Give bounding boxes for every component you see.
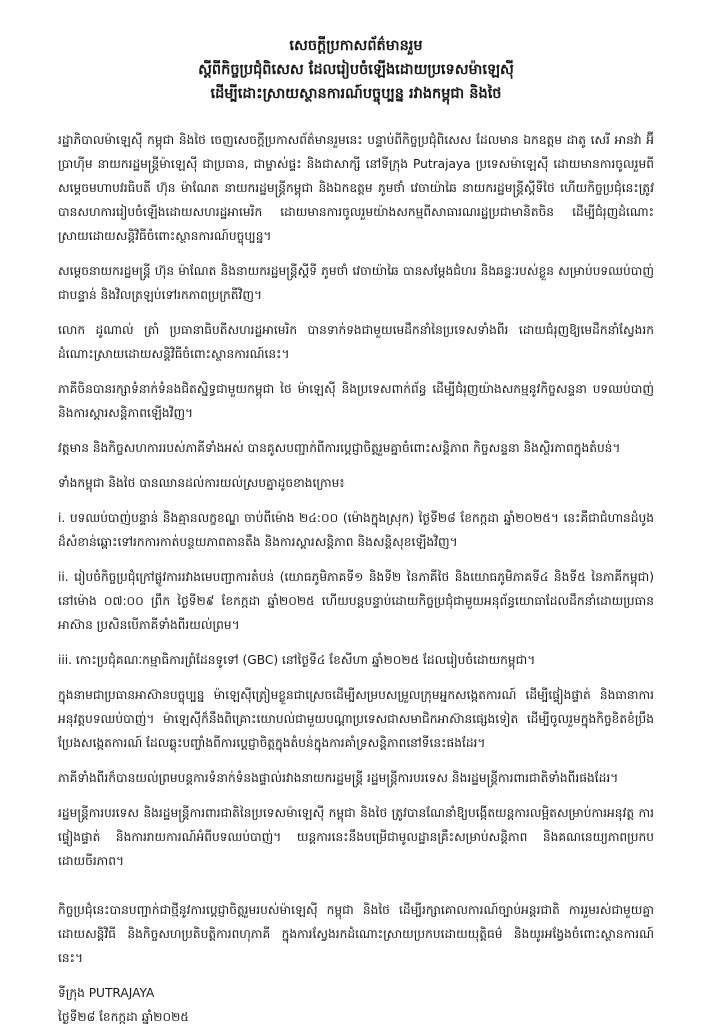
- paragraph-conclusion: កិច្ចប្រជុំនេះបានបញ្ជាក់ជាថ្មីនូវការប្តេជ្ញាចិត្តរួមរបស់ម៉ាឡេស៊ី កម្ពុជា និងថៃ ដើម្បីរក្សាគោលការណ៍ច្បាប់អន្តរជាតិ ការរួមរស់ជាមួយគ្នាដោយសន្តិវិធី និងកិច្ចសហប្រតិបត្តិការពហុភាគី ក្នុងការស្វែងរកដំណោះស្រាយប្រកបដោយយុត្តិធម៌ និងយូរអង្វែងចំពោះស្ថានការណ៍នេះ។: [58, 903, 654, 965]
- signature-place: ទីក្រុង PUTRAJAYA: [58, 986, 155, 1000]
- document-title: [58, 34, 654, 106]
- signature-date: ថ្ងៃទី២៨ ខែកក្កដា ឆ្នាំ២០២៥: [58, 1010, 189, 1024]
- list-item-ceasefire: i. បទឈប់បាញ់បន្ទាន់ និងគ្មានលក្ខខណ្ឌ ចាប់ពីម៉ោង ២៤:០០ (ម៉ោងក្នុងស្រុក) ថ្ងៃទី២៨ ខែកក្កដា ឆ្នាំ២០២៥។ នេះគឺជាជំហានដំបូងដ៏សំខាន់ឆ្ពោះទៅរកការកាត់បន្ថយភាពតានតឹង និងការស្តារសន្តិភាព និងសន្តិសុខឡើងវិញ។: [58, 511, 654, 549]
- title-line-2: ស្តីពីកិច្ចប្រជុំពិសេស ដែលរៀបចំឡើងដោយប្រទេសម៉ាឡេស៊ី: [198, 62, 514, 78]
- list-item-commanders-meeting: ii. រៀបចំកិច្ចប្រជុំក្រៅផ្លូវការរវាងមេបញ្ជាការតំបន់ (យោធភូមិភាគទី១ និងទី២ នៃភាគីថៃ និងយោធភូមិភាគទី៤ និងទី៥ នៃភាគីកម្ពុជា) នៅម៉ោង ០៧:០០ ព្រឹក ថ្ងៃទី២៩ ខែកក្កដា ឆ្នាំ២០២៥ ហើយបន្តបន្ទាប់ដោយកិច្ចប្រជុំជាមួយអនុព័ន្ធយោធាដែលដឹកនាំដោយប្រធានអាស៊ាន ប្រសិនបើភាគីទាំងពីរយល់ព្រម។: [58, 570, 654, 632]
- paragraph-direct-communication: ភាគីទាំងពីរក៏បានយល់ព្រមបន្តការទំនាក់ទំនងផ្ទាល់រវាងនាយករដ្ឋមន្ត្រី រដ្ឋមន្ត្រីការបរទេស និងរដ្ឋមន្ត្រីការពារជាតិទាំងពីរផងដែរ។: [58, 771, 619, 785]
- paragraph-asean-observers: ក្នុងនាមជាប្រធានអាស៊ានបច្ចុប្បន្ន ម៉ាឡេស៊ីត្រៀមខ្លួនជាស្រេចដើម្បីសម្របសម្រួលក្រុមអ្នកសង្កេតការណ៍ ដើម្បីផ្ទៀងផ្ទាត់ និងធានាការអនុវត្តបទឈប់បាញ់។ ម៉ាឡេស៊ីក៏នឹងពិគ្រោះយោបល់ជាមួយបណ្តាប្រទេសជាសមាជិកអាស៊ានផ្សេងទៀត ដើម្បីចូលរួមក្នុងកិច្ចខិតខំប្រឹងប្រែងសង្កេតការណ៍ ដែលឆ្លុះបញ្ចាំងពីការប្តេជ្ញាចិត្តក្នុងតំបន់ក្នុងការគាំទ្រសន្តិភាពនៅទីនេះផងដែរ។: [58, 688, 654, 750]
- paragraph-leaders-stance: សម្តេចនាយករដ្ឋមន្ត្រី ហ៊ុន ម៉ាណែត និងនាយករដ្ឋមន្ត្រីស្តីទី ភូមថាំ វេចាយ៉ាឆៃ បានសម្តែងជំហរ និងឆន្ទៈរបស់ខ្លួន សម្រាប់បទឈប់បាញ់ជាបន្ទាន់ និងវិលត្រឡប់ទៅរកភាពប្រក្រតីវិញ។: [58, 264, 654, 302]
- paragraph-agreement-intro: ទាំងកម្ពុជា និងថៃ បានឈានដល់ការយល់ស្របគ្នាដូចខាងក្រោម៖: [58, 476, 345, 490]
- title-line-3: ដើម្បីដោះស្រាយស្ថានការណ៍បច្ចុប្បន្ន រវាងកម្ពុជា និងថៃ: [210, 86, 502, 102]
- paragraph-commitment: វត្តមាន និងកិច្ចសហការរបស់ភាគីទាំងអស់ បានគូសបញ្ជាក់ពីការប្តេជ្ញាចិត្តរួមគ្នាចំពោះសន្តិភាព កិច្ចសន្ទនា និងស្ថិរភាពក្នុងតំបន់។: [58, 441, 621, 455]
- paragraph-us-role: លោក ដូណាល់ ត្រាំ ប្រធានាធិបតីសហរដ្ឋអាមេរិក បានទាក់ទងជាមួយមេដឹកនាំនៃប្រទេសទាំងពីរ ដោយជំរុញឱ្យមេដឹកនាំស្វែងរកដំណោះស្រាយដោយសន្តិវិធីចំពោះស្ថានការណ៍នេះ។: [58, 323, 654, 361]
- list-item-gbc-meeting: iii. កោះប្រជុំគណៈកម្មាធិការព្រំដែនទូទៅ (GBC) នៅថ្ងៃទី៤ ខែសីហា ឆ្នាំ២០២៥ ដែលរៀបចំដោយកម្ពុជា។: [58, 653, 536, 667]
- paragraph-china-role: ភាគីចិនបានរក្សាទំនាក់ទំនងជិតស្និទ្ធជាមួយកម្ពុជា ថៃ ម៉ាឡេស៊ី និងប្រទេសពាក់ព័ន្ធ ដើម្បីជំរុញយ៉ាងសកម្មនូវកិច្ចសន្ទនា បទឈប់បាញ់ និងការស្តារសន្តិភាពឡើងវិញ។: [58, 382, 654, 420]
- title-line-1: សេចក្តីប្រកាសព័ត៌មានរួម: [289, 38, 423, 54]
- paragraph-intro: រដ្ឋាភិបាលម៉ាឡេស៊ី កម្ពុជា និងថៃ ចេញសេចក្តីប្រកាសព័ត៌មានរួមនេះ បន្ទាប់ពីកិច្ចប្រជុំពិសេស ដែលមាន ឯកឧត្តម ដាតូ សេរី អានវ៉ា អ៊ីប្រាហ៊ីម នាយករដ្ឋមន្ត្រីម៉ាឡេស៊ី ជាប្រធាន, ជាម្ចាស់ផ្ទះ និងជាសាក្សី នៅទីក្រុង Putrajaya ប្រទេសម៉ាឡេស៊ី ដោយមានការចូលរួមពី សម្តេចមហាបវរធិបតី ហ៊ុន ម៉ាណែត នាយករដ្ឋមន្ត្រីកម្ពុជា និងឯកឧត្តម ភូមថាំ វេចាយ៉ាឆៃ នាយករដ្ឋមន្ត្រីស្តីទីថៃ ហើយកិច្ចប្រជុំនេះត្រូវបានសហការរៀបចំឡើងដោយសហរដ្ឋអាមេរិក ដោយមានការចូលរួមយ៉ាងសកម្មពីសាធារណរដ្ឋប្រជាមានិតចិន ដើម្បីជំរុញដំណោះស្រាយដោយសន្តិវិធីចំពោះស្ថានការណ៍បច្ចុប្បន្ន។: [58, 133, 654, 243]
- signature-block: [58, 981, 654, 1029]
- paragraph-mechanism: រដ្ឋមន្ត្រីការបរទេស និងរដ្ឋមន្ត្រីការពារជាតិនៃប្រទេសម៉ាឡេស៊ី កម្ពុជា និងថៃ ត្រូវបានណែនាំឱ្យបង្កើតយន្តការលម្អិតសម្រាប់ការអនុវត្ត ការផ្ទៀងផ្ទាត់ និងការរាយការណ៍អំពីបទឈប់បាញ់។ យន្តការនេះនឹងបម្រើជាមូលដ្ឋានគ្រឹះសម្រាប់សន្តិភាព និងគណនេយ្យភាពប្រកបដោយចីរភាព។: [58, 806, 654, 868]
